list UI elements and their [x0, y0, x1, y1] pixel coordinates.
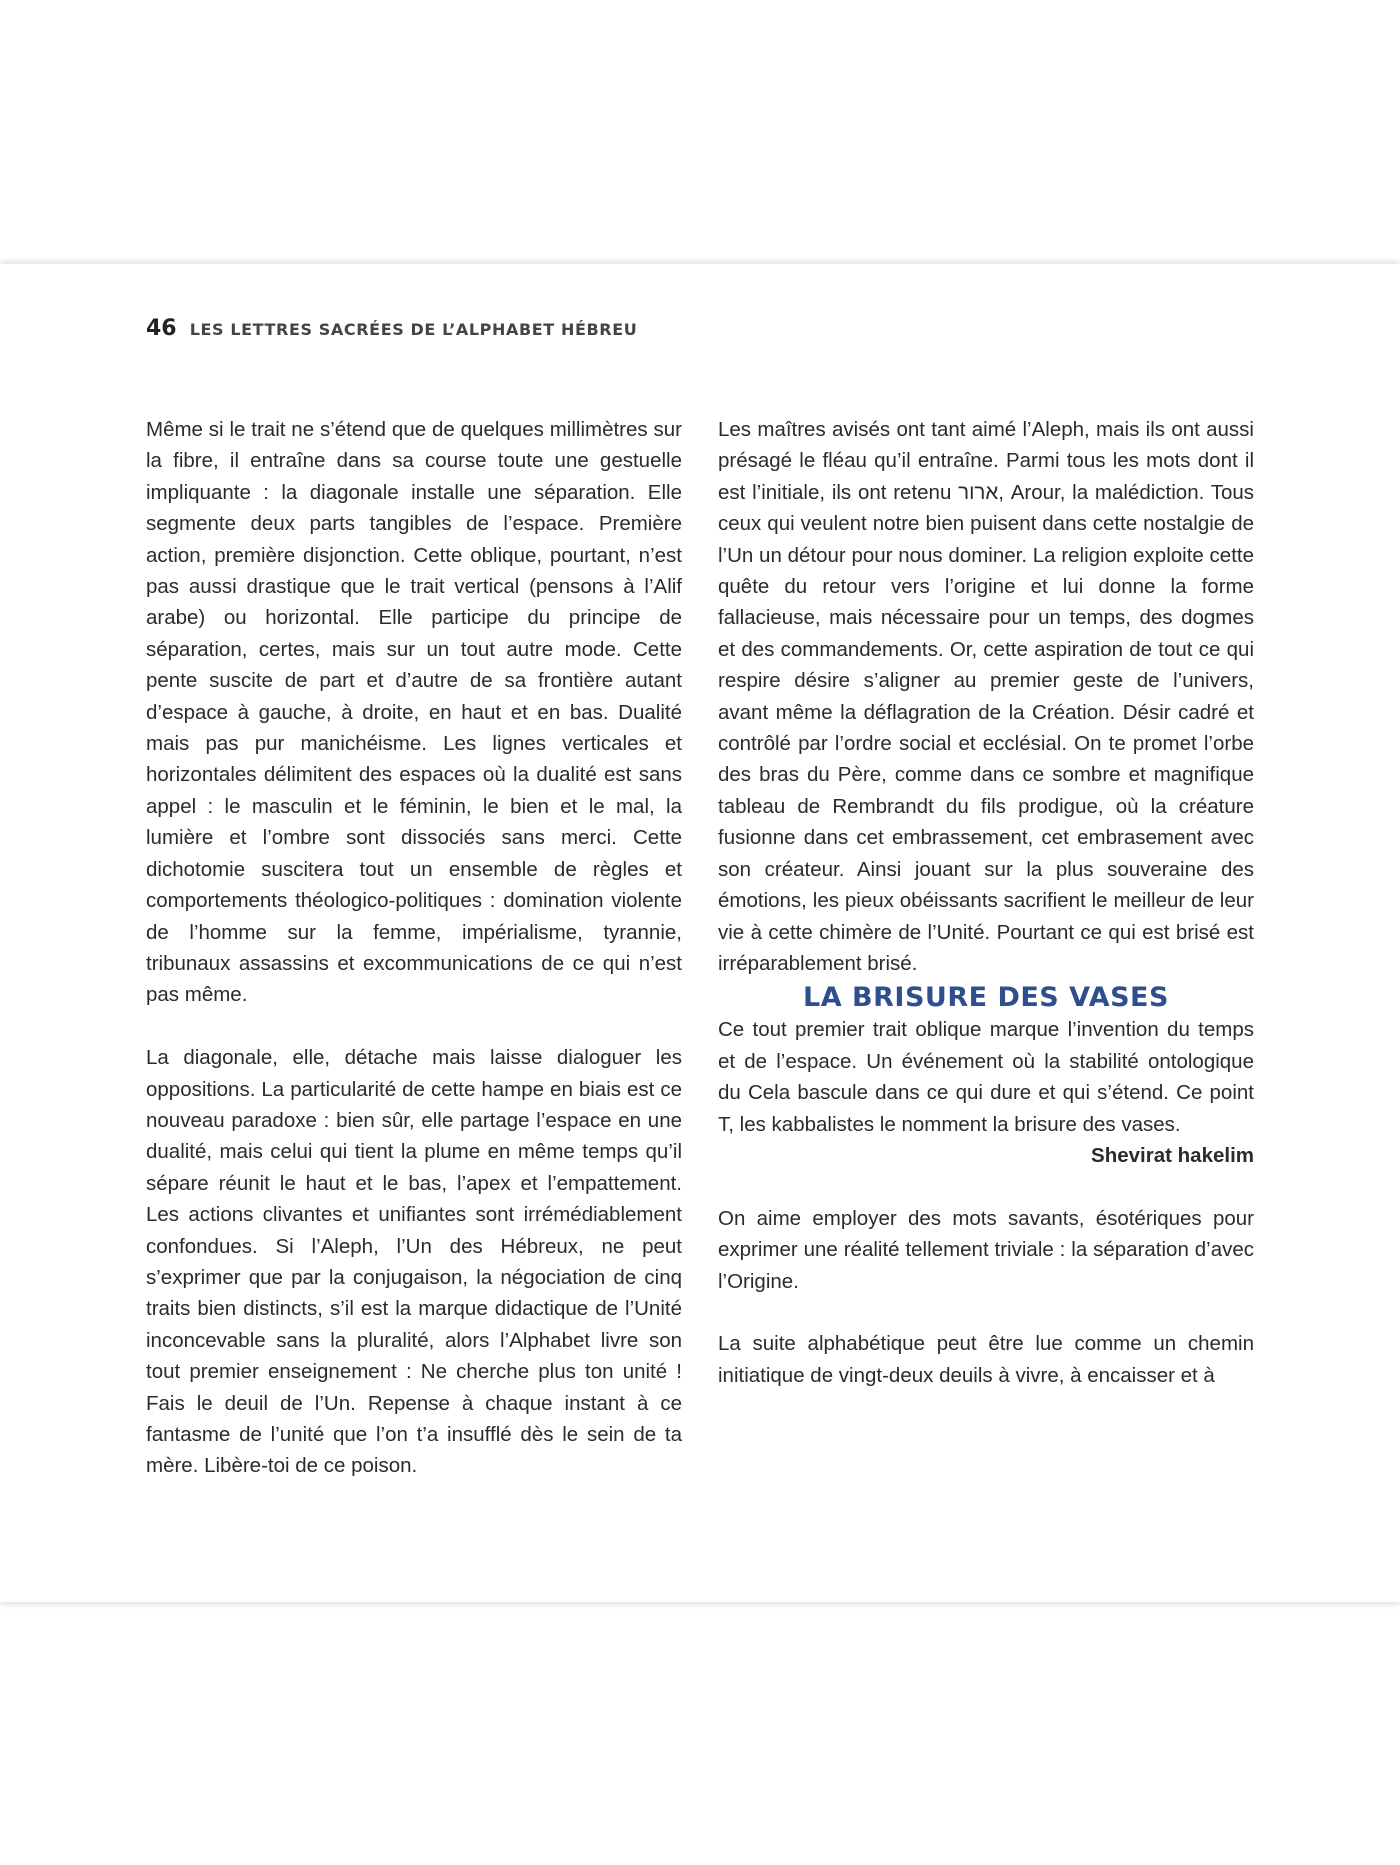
running-head — [146, 316, 637, 341]
section-heading: LA BRISURE DES VASES — [803, 982, 1169, 1014]
body-paragraph: Ce tout premier trait oblique marque l’invention du temps et de l’espace. Un événement où la stabilité ontologique du Cela bascule dans ce qui dure et qui s’étend. Ce point T, les kabbalistes le nomment la brisure des vases. — [718, 1018, 1254, 1136]
paragraph-gap — [146, 1011, 682, 1042]
left-column — [146, 414, 682, 1482]
hebrew-term-attribution: Shevirat hakelim — [1091, 1143, 1254, 1167]
right-column — [718, 414, 1254, 1391]
body-paragraph: La diagonale, elle, détache mais laisse dialoguer les oppositions. La particularité de cette hampe en biais est ce nouveau paradoxe : bien sûr, elle partage l’espace en une dualité, mais celui qui tient la plume en même temps qu’il sépare réunit le haut et le bas, l’apex et l’empattement. Les actions clivantes et unifiantes sont irrémédiablement confondues. Si l’Aleph, l’Un des Hébreux, ne peut s’exprimer que par la conjugaison, la négociation de cinq traits bien distincts, s’il est la marque didactique de l’Unité inconcevable sans la pluralité, alors l’Alphabet livre son tout premier enseignement : Ne cherche plus ton unité ! Fais le deuil de l’Un. Repense à chaque instant à ce fantasme de l’unité que l’on t’a insufflé dès le sein de ta mère. Libère-toi de ce poison. — [146, 1046, 682, 1478]
body-paragraph: La suite alphabétique peut être lue comme un chemin initiatique de vingt-deux deuils à vivre, à encaisser et à — [718, 1332, 1254, 1387]
paragraph-gap — [718, 1297, 1254, 1328]
book-title: LES LETTRES SACRÉES DE L’ALPHABET HÉBREU — [189, 320, 638, 339]
body-paragraph: On aime employer des mots savants, ésotériques pour exprimer une réalité tellement triviale : la séparation d’avec l’Origine. — [718, 1206, 1254, 1293]
body-paragraph: Même si le trait ne s’étend que de quelques millimètres sur la fibre, il entraîne dans sa course toute une gestuelle impliquante : la diagonale installe une séparation. Elle segmente deux parts tangibles de l’espace. Première action, première disjonction. Cette oblique, pourtant, n’est pas aussi drastique que le trait vertical (pensons à l’Alif arabe) ou horizontal. Elle participe du principe de séparation, certes, mais sur un tout autre mode. Cette pente suscite de part et d’autre de sa frontière autant d’espace à gauche, à droite, en haut et en bas. Dualité mais pas pur manichéisme. Les lignes verticales et horizontales délimitent des espaces où la dualité est sans appel : le masculin et le féminin, le bien et le mal, la lumière et l’ombre sont dissociés sans merci. Cette dichotomie suscitera tout un ensemble de règles et comportements théologico-politiques : domination violente de l’homme sur la femme, impérialisme, tyrannie, tribunaux assassins et excommunications de ce qui n’est pas même. — [146, 418, 682, 1007]
page-number: 46 — [146, 316, 177, 341]
body-paragraph: Les maîtres avisés ont tant aimé l’Aleph, mais ils ont aussi présagé le fléau qu’il entraîne. Parmi tous les mots dont il est l’initiale, ils ont retenu ארור, Arour, la malédiction. Tous ceux qui veulent notre bien puisent dans cette nostalgie de l’Un un détour pour nous dominer. La religion exploite cette quête du retour vers l’origine et lui donne la forme fallacieuse, mais nécessaire pour un temps, des dogmes et des commandements. Or, cette aspiration de tout ce qui respire désire s’aligner au premier geste de l’univers, avant même la déflagration de la Création. Désir cadré et contrôlé par l’ordre social et ecclésial. On te promet l’orbe des bras du Père, comme dans ce sombre et magnifique tableau de Rembrandt du fils prodigue, où la créature fusionne dans cet embrassement, cet embrasement avec son créateur. Ainsi jouant sur la plus souveraine des émotions, les pieux obéissants sacrifient le meilleur de leur vie à cette chimère de l’Unité. Pourtant ce qui est brisé est irréparablement brisé. — [718, 418, 1254, 975]
paragraph-gap — [718, 1171, 1254, 1202]
